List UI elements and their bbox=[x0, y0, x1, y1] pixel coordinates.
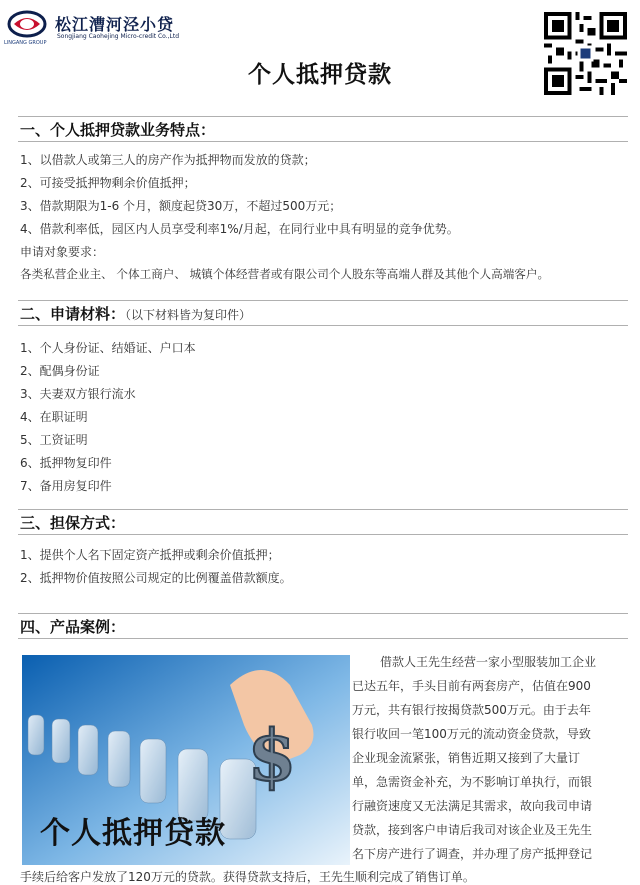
divider bbox=[18, 534, 628, 535]
list-item: 2、配偶身份证 bbox=[20, 364, 100, 378]
svg-text:$: $ bbox=[247, 714, 297, 797]
case-line: 已达五年，手头目前有两套房产，估值在900 bbox=[352, 679, 591, 693]
company-name: 松江漕河泾小贷 bbox=[55, 15, 175, 34]
group-label: LINGANG GROUP bbox=[4, 40, 47, 46]
case-line: 企业现金流紧张，销售近期又接到了大量订 bbox=[352, 751, 581, 765]
divider bbox=[18, 141, 628, 142]
list-item: 2、可接受抵押物剩余价值抵押； bbox=[20, 176, 196, 190]
case-line: 万元，共有银行按揭贷款500万元。由于去年 bbox=[352, 703, 591, 717]
section-heading-guarantee: 三、担保方式： bbox=[20, 514, 126, 532]
image-caption: 个人抵押贷款 bbox=[40, 816, 226, 851]
page-title: 个人抵押贷款 bbox=[248, 62, 392, 88]
case-line: 名下房产进行了调查，并办理了房产抵押登记 bbox=[352, 847, 593, 861]
divider bbox=[18, 116, 628, 117]
list-item: 7、备用房复印件 bbox=[20, 479, 112, 493]
list-item: 1、以借款人或第三人的房产作为抵押物而发放的贷款； bbox=[20, 153, 316, 167]
target-label: 申请对象要求： bbox=[20, 245, 105, 259]
section-heading-materials: 二、申请材料：（以下材料皆为复印件） bbox=[20, 305, 252, 323]
list-item: 6、抵押物复印件 bbox=[20, 456, 112, 470]
divider bbox=[18, 638, 628, 639]
divider bbox=[18, 300, 628, 301]
list-item: 2、抵押物价值按照公司规定的比例覆盖借款额度。 bbox=[20, 571, 292, 585]
divider bbox=[18, 325, 628, 326]
case-line: 行融资速度又无法满足其需求，故向我司申请 bbox=[352, 799, 593, 813]
list-item: 1、个人身份证、结婚证、户口本 bbox=[20, 341, 196, 355]
list-item: 1、提供个人名下固定资产抵押或剩余价值抵押； bbox=[20, 548, 280, 562]
case-line: 手续后给客户发放了120万元的贷款。获得贷款支持后，王先生顺利完成了销售订单。 bbox=[20, 870, 475, 884]
list-item: 3、借款期限为1-6 个月，额度起贷30万，不超过500万元； bbox=[20, 199, 342, 213]
list-item: 3、夫妻双方银行流水 bbox=[20, 387, 136, 401]
list-item: 4、借款利率低，园区内人员享受利率1%/月起，在同行业中具有明显的竞争优势。 bbox=[20, 222, 459, 236]
divider bbox=[18, 613, 628, 614]
section-note: （以下材料皆为复印件） bbox=[125, 308, 252, 322]
case-line: 贷款，接到客户申请后我司对该企业及王先生 bbox=[352, 823, 593, 837]
section-heading-case: 四、产品案例： bbox=[20, 618, 126, 636]
section-heading-features: 一、个人抵押贷款业务特点： bbox=[20, 121, 216, 139]
divider bbox=[18, 509, 628, 510]
list-item: 5、工资证明 bbox=[20, 433, 88, 447]
case-line: 单，急需资金补充，为不影响订单执行，而银 bbox=[352, 775, 593, 789]
company-name-en: Songjiang Caohejing Micro-credit Co.,Ltd bbox=[57, 33, 180, 40]
case-line: 银行收回一笔100万元的流动资金贷款，导致 bbox=[352, 727, 591, 741]
target-text: 各类私营企业主、 个体工商户、 城镇个体经营者或有限公司个人股东等高端人群及其他个人高端客户。 bbox=[20, 267, 550, 281]
header bbox=[0, 0, 640, 60]
list-item: 4、在职证明 bbox=[20, 410, 88, 424]
case-line: 借款人王先生经营一家小型服装加工企业 bbox=[380, 655, 597, 669]
